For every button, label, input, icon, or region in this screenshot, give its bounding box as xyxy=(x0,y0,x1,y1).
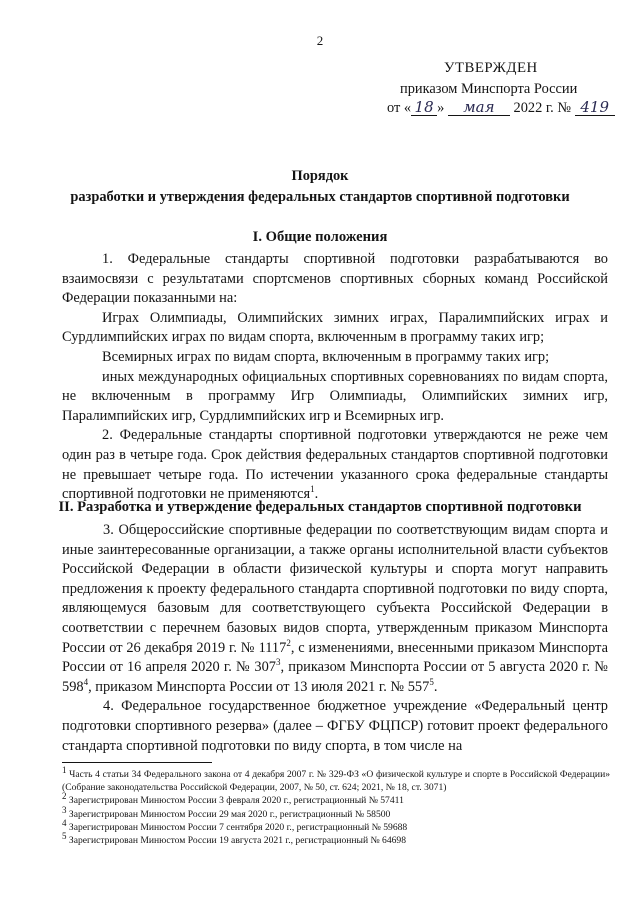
footnote-text: Зарегистрирован Минюстом России 29 мая 2020 г., регистрационный № 58500 xyxy=(66,808,391,820)
footnote-text: Зарегистрирован Минюстом России 3 февраля 2020 г., регистрационный № 57411 xyxy=(66,795,404,807)
paragraph-2-end: . xyxy=(314,486,319,503)
footnote-ref-2: 2 xyxy=(286,637,291,648)
footnote-ref-5: 5 xyxy=(429,676,434,687)
paragraph-3-part-a: 3. Общероссийские спортивные федерации по соответствующим видам спорта и иные заинтересованные организации, а также органы исполнительной власти субъектов Российской Федерации в области физической культуры и спорта могут направить предложения к проекту федерального стандарта спортивной подготовки по виду спорта, являющемуся базовым для соответствующего субъекта Российской Федерации в соответствии с перечнем базовых видов спорта, утвержденным приказом Минспорта России от 26 декабря 2019 г. № 1117 xyxy=(62,522,608,656)
footnote-mark: 3 xyxy=(62,804,67,815)
page-number: 2 xyxy=(316,33,324,48)
footnote-3 xyxy=(62,804,610,821)
order-number-handwritten: 419 xyxy=(575,100,615,116)
footnote-4 xyxy=(62,817,610,834)
footnote-mark: 2 xyxy=(62,791,67,802)
paragraph-3-part-c: , приказом Минспорта России от 5 августа 2020 г. № 598 xyxy=(62,659,608,695)
footnote-5 xyxy=(62,830,610,847)
approval-order-line: приказом Минспорта России xyxy=(400,81,578,97)
footnote-text: Зарегистрирован Минюстом России 7 сентября 2020 г., регистрационный № 59688 xyxy=(66,821,408,833)
date-mid: » xyxy=(437,100,445,116)
title-line-2: разработки и утверждения федеральных стандартов спортивной подготовки xyxy=(70,189,570,205)
date-month-handwritten: мая xyxy=(448,100,510,116)
paragraph-3-part-d: , приказом Минспорта России от 13 июля 2021 г. № 557 xyxy=(88,678,430,695)
footnote-ref-4: 4 xyxy=(83,676,89,687)
paragraph-3 xyxy=(62,521,608,697)
title-line-1: Порядок xyxy=(291,168,349,184)
document-title xyxy=(0,166,640,208)
approval-date-line xyxy=(387,100,615,117)
date-year-text: 2022 г. № xyxy=(513,100,572,116)
paragraph-4: 4. Федеральное государственное бюджетное учреждение «Федеральный центр подготовки спортивного резерва» (далее – ФГБУ ФЦПСР) готовит проект федерального стандарта спортивной подготовки по виду спорта, в том числе на xyxy=(62,698,608,754)
footnote-mark: 5 xyxy=(62,830,67,841)
section-2-heading: II. Разработка и утверждение федеральных стандартов спортивной подготовки xyxy=(58,499,582,515)
approval-title: УТВЕРЖДЕН xyxy=(444,60,538,76)
paragraph-3-part-e: . xyxy=(433,678,438,695)
footnote-2 xyxy=(62,791,610,807)
paragraph-2-text: 2. Федеральные стандарты спортивной подготовки утверждаются не реже чем один раз в четыре года. Срок действия федеральных стандартов спортивной подготовки не превышает четыре года. По истечении указанного срока федеральные стандарты спортивной подготовки не применяются xyxy=(62,427,608,503)
paragraph-2 xyxy=(62,426,608,504)
footnote-ref-3: 3 xyxy=(275,657,281,668)
date-prefix: от « xyxy=(387,100,412,116)
footnote-text: Часть 4 статьи 34 Федерального закона от 4 декабря 2007 г. № 329-ФЗ «О физической культуре и спорте в Российской Федерации» (Собрание законодательства Российской Федерации, 2007, № 50, ст. 624; 2021, № 18, ст. 3071) xyxy=(62,769,610,794)
footnote-text: Зарегистрирован Минюстом России 19 августа 2021 г., регистрационный № 64698 xyxy=(66,835,407,847)
date-day-handwritten: 18 xyxy=(411,100,437,116)
footnote-mark: 4 xyxy=(62,817,67,828)
footnote-1 xyxy=(62,764,610,794)
paragraph-1c: иных международных официальных спортивных соревнованиях по видам спорта, не включенным в программу Игр Олимпиады, Олимпийских зимних игр, Паралимпийских игр, Сурдлимпийских игр и Всемирных игр. xyxy=(62,368,608,424)
footnote-ref-1: 1 xyxy=(310,484,315,495)
footnote-separator xyxy=(62,762,212,763)
paragraph-1b: Всемирных играх по видам спорта, включенным в программу таких игр; xyxy=(102,348,550,365)
paragraph-1a: Играх Олимпиады, Олимпийских зимних играх, Паралимпийских играх и Сурдлимпийских играх по видам спорта, включенным в программу таких игр; xyxy=(62,309,608,346)
section-2-body xyxy=(62,521,608,756)
footnote-mark: 1 xyxy=(62,764,67,775)
section-1-body xyxy=(62,250,608,505)
paragraph-1: 1. Федеральные стандарты спортивной подготовки разрабатываются во взаимосвязи с результатами спортсменов спортивных сборных команд Российской Федерации показанными на: xyxy=(62,251,608,307)
section-1-heading: I. Общие положения xyxy=(252,229,388,245)
footnotes xyxy=(62,764,610,847)
paragraph-3-part-b: , с изменениями, внесенными приказом Минспорта России от 16 апреля 2020 г. № 307 xyxy=(62,639,608,676)
